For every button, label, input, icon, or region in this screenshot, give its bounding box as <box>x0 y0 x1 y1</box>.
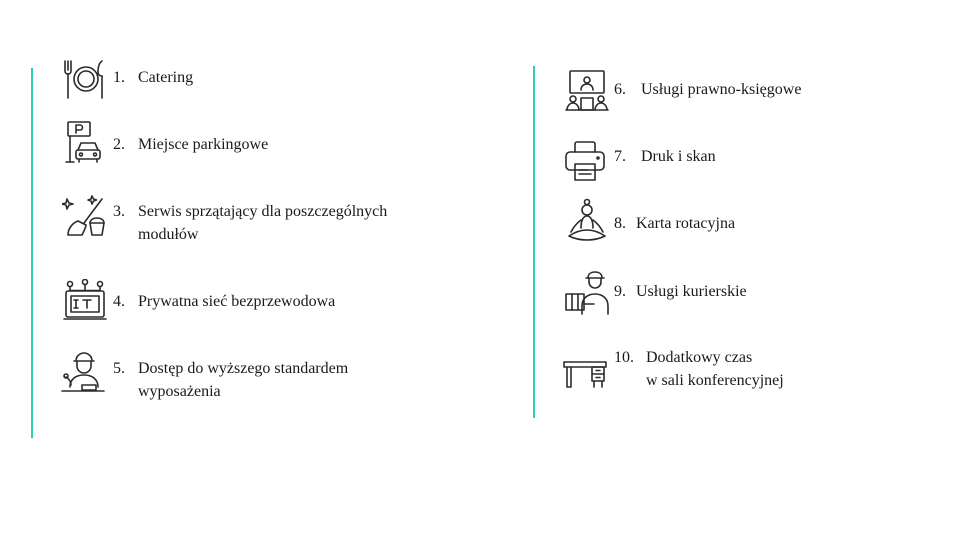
item-label: Usługi prawno-księgowe <box>641 81 802 98</box>
item-number: 3. <box>113 203 125 220</box>
item-label: Miejsce parkingowe <box>138 136 269 153</box>
item-label: Dodatkowy czas <box>646 349 753 366</box>
item-label: Prywatna sieć bezprzewodowa <box>138 293 336 310</box>
legal-accounting-icon <box>564 68 610 114</box>
yoga-person-icon <box>564 198 610 244</box>
desk-icon <box>562 350 608 396</box>
item-label: Druk i skan <box>641 148 716 165</box>
courier-icon <box>564 270 610 316</box>
item-label: Serwis sprzątający dla poszczególnych <box>138 203 388 220</box>
office-worker-icon <box>60 351 106 397</box>
right-accent-line <box>533 66 535 418</box>
item-number: 6. <box>614 81 626 98</box>
item-label: Usługi kurierskie <box>636 283 747 300</box>
item-label: Karta rotacyjna <box>636 215 736 232</box>
item-number: 2. <box>113 136 125 153</box>
item-number: 9. <box>614 283 626 300</box>
parking-car-icon <box>62 120 108 166</box>
printer-icon <box>562 138 608 184</box>
plate-cutlery-icon <box>62 57 108 103</box>
item-label: Catering <box>138 69 194 86</box>
item-label-line-2: wyposażenia <box>138 383 221 400</box>
item-number: 8. <box>614 215 626 232</box>
item-number: 5. <box>113 360 125 377</box>
item-label-line-2: w sali konferencyjnej <box>646 372 784 389</box>
left-accent-line <box>31 68 33 438</box>
item-number: 7. <box>614 148 626 165</box>
item-label-line-2: modułów <box>138 226 199 243</box>
item-number: 10. <box>614 349 634 366</box>
item-number: 4. <box>113 293 125 310</box>
cleaning-broom-icon <box>62 193 108 239</box>
it-network-laptop-icon <box>62 279 108 325</box>
item-number: 1. <box>113 69 125 86</box>
item-label: Dostęp do wyższego standardem <box>138 360 349 377</box>
